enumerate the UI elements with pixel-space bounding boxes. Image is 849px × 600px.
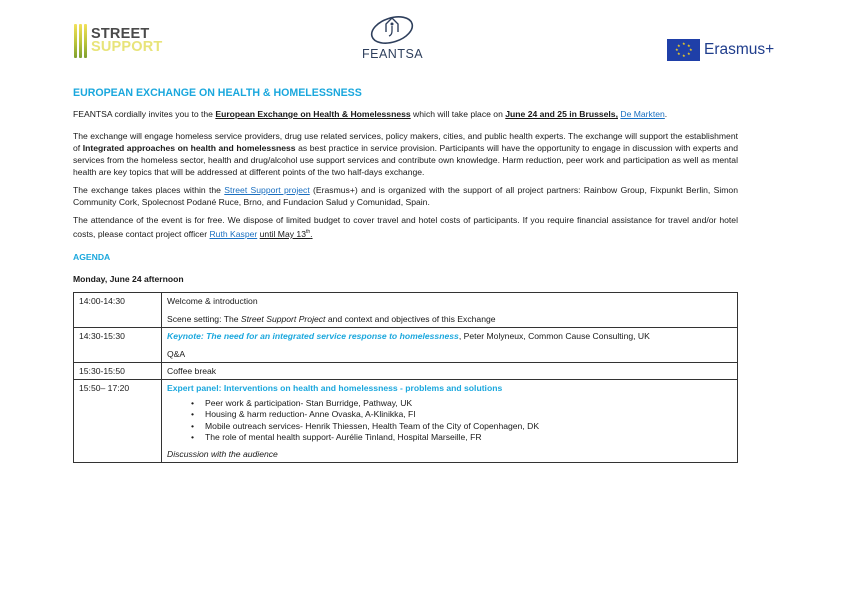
partners-part2: (Erasmus+) and is organized with the support of all project partners: Rainbow Group, Fixpunkt Berlin, Simon Community Cork, Spolecnost Podané Ruce, Brno, and Fundacion Salud y Comunidad, Spain.	[73, 185, 738, 207]
scene-setting-text	[167, 313, 732, 325]
panel-title: Expert panel: Interventions on health and homelessness - problems and solutions	[167, 382, 503, 393]
row-content	[162, 362, 738, 379]
partners-paragraph	[73, 184, 738, 208]
bullet-icon: •	[191, 420, 195, 431]
agenda-day: Monday, June 24 afternoon	[73, 273, 184, 284]
bullet-icon: •	[191, 397, 195, 408]
list-item-text: Peer work & participation- Stan Burridge, Pathway, UK	[205, 397, 413, 408]
street-support-bars-icon	[74, 24, 87, 58]
eu-flag-icon: ★ ★ ★ ★ ★ ★ ★ ★	[667, 39, 700, 61]
panel-list	[167, 398, 732, 444]
row-time: 15:50– 17:20	[74, 379, 162, 462]
intro-prefix: FEANTSA cordially invites you to the	[73, 109, 216, 119]
street-support-logo-line1: STREET	[91, 26, 150, 42]
street-support-logo-line2: SUPPORT	[91, 39, 163, 55]
intro-paragraph	[73, 108, 738, 120]
deadline-sup: th	[305, 229, 311, 235]
deadline-end: .	[310, 228, 313, 239]
venue-link[interactable]: De Markten	[620, 109, 665, 119]
keynote-speaker: , Peter Molyneux, Common Cause Consulting, UK	[458, 330, 650, 341]
coffee-break-text: Coffee break	[167, 365, 217, 376]
erasmus-logo-text: Erasmus+	[704, 41, 775, 58]
keynote-line	[167, 330, 732, 342]
feantsa-logo-text: FEANTSA	[362, 47, 424, 61]
attendance-part1: The attendance of the event is for free. We dispose of limited budget to cover travel and hotel costs of participants. If you require financial assistance for travel and/or hotel costs, please contact project officer	[73, 215, 738, 239]
bullet-icon: •	[191, 409, 195, 420]
qa-text: Q&A	[167, 348, 186, 359]
welcome-text: Welcome & introduction	[167, 295, 258, 306]
feantsa-house-swirl-icon	[367, 12, 417, 46]
list-item	[191, 409, 732, 421]
table-row	[74, 327, 738, 362]
description-bold: Integrated approaches on health and homelessness	[82, 143, 296, 153]
table-row	[74, 292, 738, 327]
attendance-paragraph	[73, 214, 738, 240]
partners-part1: The exchange takes places within the	[73, 185, 225, 195]
list-item-text: Mobile outreach services- Henrik Thiessen, Health Team of the City of Copenhagen, DK	[205, 420, 540, 431]
row-content	[162, 327, 738, 362]
deadline	[260, 229, 313, 239]
document-title: EUROPEAN EXCHANGE ON HEALTH & HOMELESSNESS	[73, 87, 362, 99]
row-content	[162, 379, 738, 462]
list-item	[191, 432, 732, 444]
row-time: 14:00-14:30	[74, 292, 162, 327]
intro-middle: which will take place on	[410, 109, 506, 119]
row-time: 15:30-15:50	[74, 362, 162, 379]
scene-prefix: Scene setting: The	[167, 313, 241, 324]
bullet-icon: •	[191, 432, 195, 443]
ruth-kasper-link[interactable]: Ruth Kasper	[209, 228, 258, 239]
table-row	[74, 379, 738, 462]
list-item	[191, 397, 732, 410]
description-part1: The exchange will engage homeless service providers, drug use related services, policy makers, cities, and public health experts. The exchange will support the establishment of	[73, 131, 738, 153]
table-row	[74, 362, 738, 379]
deadline-text: until May 13	[259, 228, 306, 239]
scene-italic: Street Support Project	[240, 313, 326, 324]
intro-suffix: .	[664, 109, 668, 119]
row-content	[162, 292, 738, 327]
street-support-logo	[74, 24, 163, 58]
list-item	[191, 420, 732, 433]
description-part2: as best practice in service provision. Participants will have the opportunity to engage in discussion with experts and services from the homeless sector, health and drug/alcohol use support services and contribute own knowledge. Harm reduction, peer work and participation as well as mental health are key topics that will be addressed at different points of the two half-days exchange.	[73, 143, 738, 177]
erasmus-logo	[667, 39, 774, 61]
discussion-text: Discussion with the audience	[167, 448, 278, 459]
event-name: European Exchange on Health & Homelessness	[215, 109, 411, 119]
event-dates: June 24 and 25 in Brussels,	[505, 109, 618, 119]
keynote-title: Keynote: The need for an integrated service response to homelessness	[167, 330, 459, 341]
agenda-table	[73, 292, 738, 463]
feantsa-logo	[362, 12, 422, 61]
document-body	[73, 87, 738, 463]
street-support-project-link[interactable]: Street Support project	[224, 185, 310, 195]
description-paragraph	[73, 130, 738, 178]
list-item-text: Housing & harm reduction- Anne Ovaska, A-Klinikka, FI	[205, 409, 416, 420]
list-item-text: The role of mental health support- Aurélie Tinland, Hospital Marseille, FR	[205, 432, 482, 443]
agenda-heading: AGENDA	[73, 251, 111, 262]
row-time: 14:30-15:30	[74, 327, 162, 362]
scene-suffix: and context and objectives of this Exchange	[325, 313, 496, 324]
